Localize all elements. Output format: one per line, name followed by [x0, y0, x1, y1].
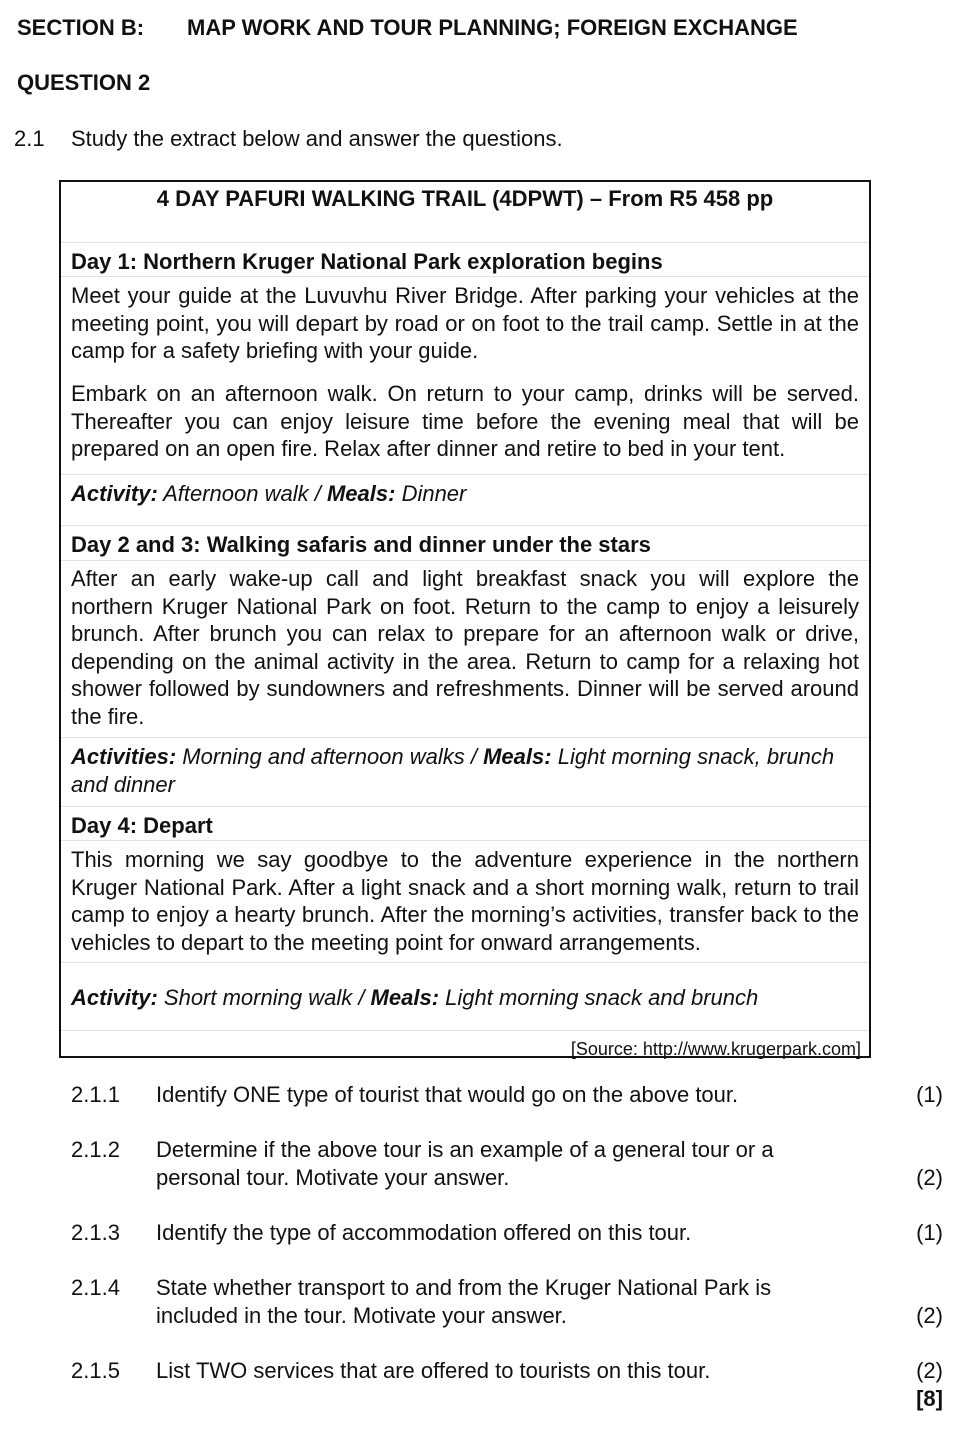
question-number: 2.1.3: [71, 1220, 120, 1245]
intro-instruction: [14, 126, 563, 152]
day2-meals-label: Meals:: [483, 744, 552, 769]
question-number: 2.1.4: [71, 1275, 120, 1300]
tour-title: 4 DAY PAFURI WALKING TRAIL (4DPWT) – From R5 458 pp: [156, 186, 774, 211]
question-total-marks: [8]: [916, 1386, 943, 1411]
row-divider: [61, 560, 869, 561]
day1-paragraph-2: Embark on an afternoon walk. On return to your camp, drinks will be served. Thereafter you can enjoy leisure time before the evening meal that will be prepared on an open fire. Relax after dinner and retire to bed in your tent.: [71, 381, 859, 462]
day2-activity: [71, 743, 859, 798]
row-divider: [61, 474, 869, 475]
section-label: SECTION B:: [17, 15, 145, 40]
section-heading: [17, 15, 798, 41]
row-divider: [61, 806, 869, 807]
day4-activity: [71, 984, 859, 1012]
day1-activity: [71, 480, 859, 508]
question-number: 2.1.5: [71, 1358, 120, 1383]
day2-activity-text: Morning and afternoon walks /: [176, 744, 484, 769]
day2-heading: Day 2 and 3: Walking safaris and dinner under the stars: [71, 532, 651, 557]
source-prefix: [Source:: [570, 1039, 643, 1059]
day4-activity-label: Activity:: [71, 985, 158, 1010]
row-divider: [61, 276, 869, 277]
intro-text: Study the extract below and answer the questions.: [71, 126, 563, 151]
day2-meals-text: Light morning snack, brunch and dinner: [71, 744, 835, 797]
source-citation: [571, 1038, 861, 1060]
day4-meals-label: Meals:: [370, 985, 440, 1010]
row-divider: [61, 737, 869, 738]
row-divider: [61, 1030, 869, 1031]
question-text: Identify the type of accommodation offered on this tour.: [156, 1220, 692, 1245]
day1-heading: Day 1: Northern Kruger National Park exploration begins: [71, 249, 663, 274]
day4-meals-text: Light morning snack and brunch: [439, 985, 759, 1010]
day4-heading: Day 4: Depart: [71, 813, 213, 838]
question-number: 2.1.1: [71, 1082, 120, 1107]
row-divider: [61, 962, 869, 963]
day1-activity-label: Activity:: [71, 481, 158, 506]
question-number: 2.1.2: [71, 1137, 120, 1162]
row-divider: [61, 840, 869, 841]
question-marks: (1): [916, 1082, 943, 1107]
question-marks: (2): [916, 1358, 943, 1383]
question-marks: (2): [916, 1165, 943, 1190]
day2-activity-label: Activities:: [71, 744, 177, 769]
section-title: MAP WORK AND TOUR PLANNING; FOREIGN EXCHANGE: [187, 15, 798, 40]
question-marks: (2): [916, 1303, 943, 1328]
question-text: State whether transport to and from the Kruger National Park is included in the tour. Motivate your answer.: [156, 1275, 772, 1328]
row-divider: [61, 525, 869, 526]
question-text: Determine if the above tour is an example of a general tour or a personal tour. Motivate your answer.: [156, 1137, 774, 1190]
question-marks: (1): [916, 1220, 943, 1245]
day2-paragraph-1: After an early wake-up call and light breakfast snack you will explore the northern Kruger National Park on foot. Return to the camp to enjoy a leisurely brunch. After brunch you can relax to prepare for an afternoon walk or drive, depending on the animal activity in the area. Return to camp for a relaxing hot shower followed by sundowners and refreshments. Dinner will be served around the fire.: [71, 566, 859, 729]
intro-number: 2.1: [14, 126, 45, 151]
source-link[interactable]: http://www.krugerpark.com: [642, 1039, 856, 1059]
tour-extract-box: [59, 180, 871, 1058]
day1-activity-text: Afternoon walk /: [157, 481, 327, 506]
day1-meals-text: Dinner: [395, 481, 467, 506]
question-text: List TWO services that are offered to tourists on this tour.: [156, 1358, 711, 1383]
day4-paragraph-1: This morning we say goodbye to the adventure experience in the northern Kruger National Park. After a light snack and a short morning walk, return to trail camp to enjoy a hearty brunch. After the morning’s activities, transfer back to the vehicles to depart to the meeting point for onward arrangements.: [71, 847, 859, 955]
day4-activity-text: Short morning walk /: [157, 985, 371, 1010]
day1-meals-label: Meals:: [326, 481, 396, 506]
row-divider: [61, 242, 869, 243]
source-suffix: ]: [855, 1039, 861, 1059]
day1-paragraph-1: Meet your guide at the Luvuvhu River Bridge. After parking your vehicles at the meeting point, you will depart by road or on foot to the trail camp. Settle in at the camp for a safety briefing with your guide.: [71, 283, 859, 364]
question-heading: QUESTION 2: [17, 70, 151, 95]
question-text: Identify ONE type of tourist that would go on the above tour.: [156, 1082, 739, 1107]
